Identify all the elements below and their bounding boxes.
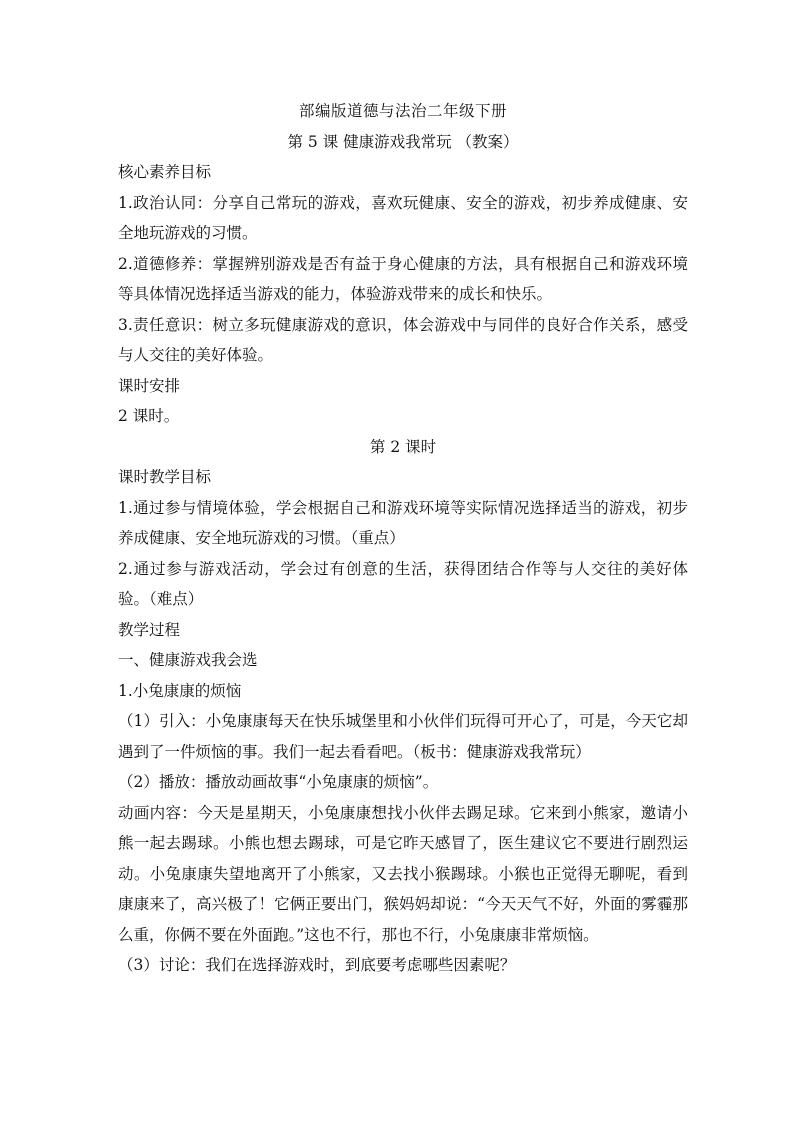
subsection-heading-1: 1.小兔康康的烦恼 [118,681,242,700]
step-1-paragraph: （1）引入：小兔康康每天在快乐城堡里和小伙伴们玩得可开心了，可是，今天它却遇到了一件烦恼的事。我们一起去看看吧。（板书：健康游戏我常玩） [118,712,688,761]
core-goals-heading: 核心素养目标 [118,163,212,181]
document-page [118,96,688,981]
step-3-paragraph: （3）讨论：我们在选择游戏时，到底要考虑哪些因素呢？ [118,956,516,974]
document-title: 部编版道德与法治二年级下册 [298,102,507,120]
schedule-heading: 课时安排 [118,376,181,395]
session-goals-heading: 课时教学目标 [118,468,212,486]
step-2-paragraph: （2）播放：播放动画故事“小兔康康的烦恼”。 [118,773,439,791]
session-goal-2: 2.通过参与游戏活动，学会过有创意的生活，获得团结合作等与人交往的美好体验。（难点） [118,559,688,608]
session-goal-1: 1.通过参与情境体验，学会根据自己和游戏环境等实际情况选择适当的游戏，初步养成健康、安全地玩游戏的习惯。（重点） [118,498,688,547]
section-heading-1: 一、健康游戏我会选 [118,651,258,669]
core-goal-2: 2.道德修养：掌握辨别游戏是否有益于身心健康的方法，具有根据自己和游戏环境等具体情况选择适当游戏的能力，体验游戏带来的成长和快乐。 [118,254,688,303]
core-goal-1: 1.政治认同：分享自己常玩的游戏，喜欢玩健康、安全的游戏，初步养成健康、安全地玩游戏的习惯。 [118,193,688,242]
process-heading: 教学过程 [118,620,181,639]
core-goal-3: 3.责任意识：树立多玩健康游戏的意识，体会游戏中与同伴的良好合作关系，感受与人交往的美好体验。 [118,315,688,364]
session-title: 第 2 课时 [369,437,437,456]
schedule-value: 2 课时。 [118,407,180,425]
lesson-subtitle: 第 5 课 健康游戏我常玩 （教案） [287,132,519,151]
animation-content-paragraph: 动画内容：今天是星期天，小兔康康想找小伙伴去踢足球。它来到小熊家，邀请小熊一起去踢球。小熊也想去踢球，可是它昨天感冒了，医生建议它不要进行剧烈运动。小兔康康失望地离开了小熊家，又去找小猴踢球。小猴也正觉得无聊呢，看到康康来了，高兴极了！它俩正要出门，猴妈妈却说：“今天天气不好，外面的雾霾那么重，你俩不要在外面跑。”这也不行，那也不行，小兔康康非常烦恼。 [118,803,688,944]
